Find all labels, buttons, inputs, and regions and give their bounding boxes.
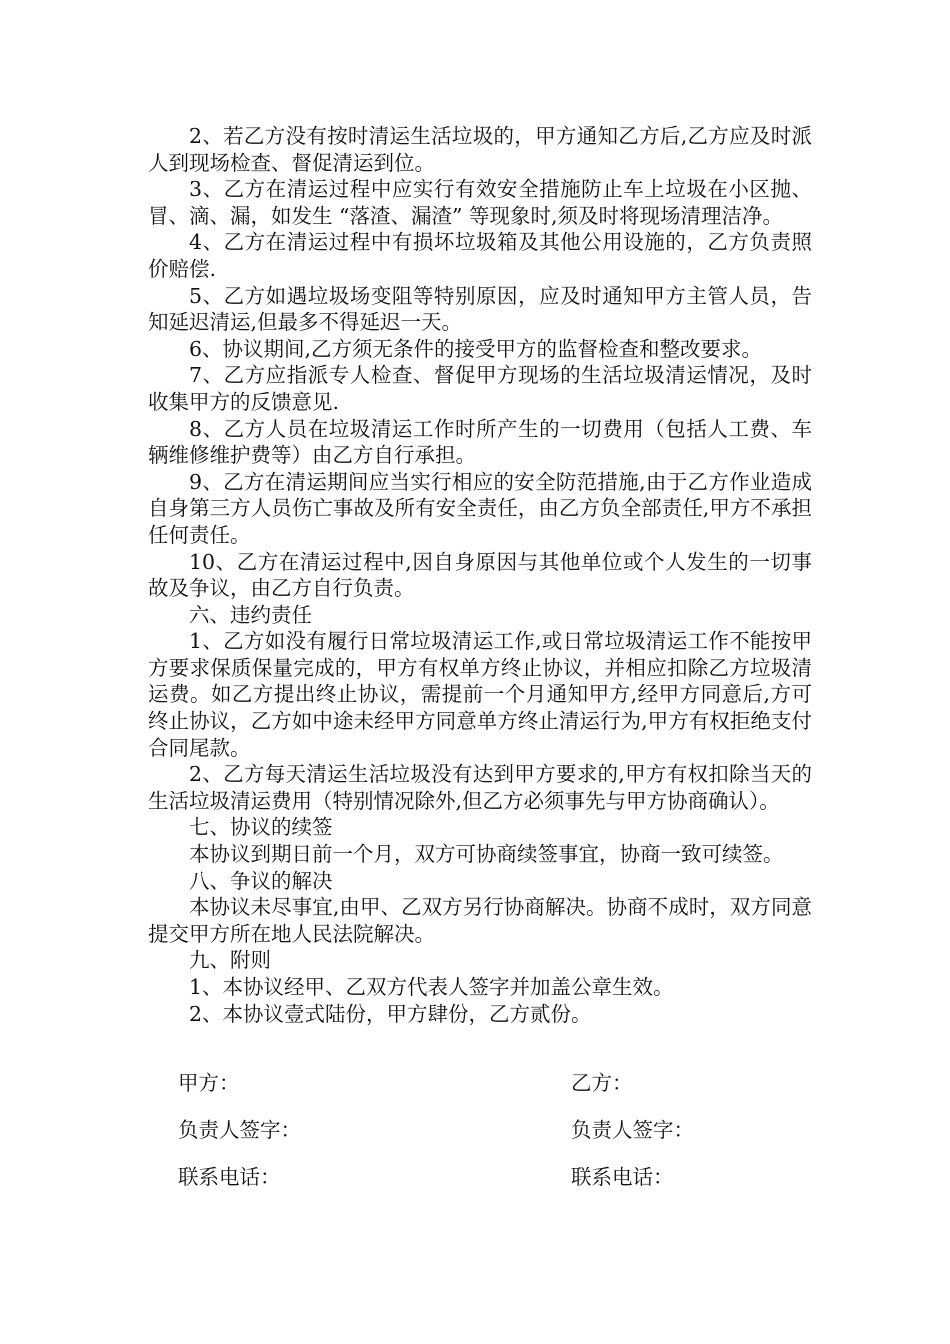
paragraph: 9、乙方在清运期间应当实行相应的安全防范措施,由于乙方作业造成自身第三方人员伤亡事故及所有安全责任，由乙方负全部责任,甲方不承担任何责任。 bbox=[148, 469, 812, 547]
section-heading: 六、违约责任 bbox=[189, 602, 312, 627]
party-b-phone-label: 联系电话： bbox=[571, 1165, 674, 1189]
paragraph: 6、协议期间,乙方须无条件的接受甲方的监督检查和整改要求。 bbox=[189, 336, 763, 361]
party-a-phone-label: 联系电话： bbox=[178, 1165, 281, 1189]
section-heading: 七、协议的续签 bbox=[189, 815, 333, 840]
paragraph: 8、乙方人员在垃圾清运工作时所产生的一切费用（包括人工费、车辆维修维护费等）由乙方自行承担。 bbox=[148, 416, 812, 468]
paragraph: 本协议到期日前一个月，双方可协商续签事宜，协商一致可续签。 bbox=[189, 842, 784, 867]
party-a-signer-label: 负责人签字： bbox=[178, 1118, 301, 1142]
paragraph: 本协议未尽事宜,由甲、乙双方另行协商解决。协商不成时，双方同意提交甲方所在地人民法院解决。 bbox=[148, 895, 812, 946]
paragraph: 1、乙方如没有履行日常垃圾清运工作,或日常垃圾清运工作不能按甲方要求保质保量完成的，甲方有权单方终止协议，并相应扣除乙方垃圾清运费。如乙方提出终止协议，需提前一个月通知甲方,经甲方同意后,方可终止协议，乙方如中途未经甲方同意单方终止清运行为,甲方有权拒绝支付合同尾款。 bbox=[148, 629, 812, 760]
paragraph: 5、乙方如遇垃圾场变阻等特别原因，应及时通知甲方主管人员，告知延迟清运,但最多不得延迟一天。 bbox=[148, 283, 812, 335]
paragraph: 2、若乙方没有按时清运生活垃圾的，甲方通知乙方后,乙方应及时派人到现场检查、督促清运到位。 bbox=[148, 124, 812, 175]
paragraph: 10、乙方在清运过程中,因自身原因与其他单位或个人发生的一切事故及争议，由乙方自行负责。 bbox=[148, 549, 812, 601]
paragraph: 4、乙方在清运过程中有损坏垃圾箱及其他公用设施的，乙方负责照价赔偿. bbox=[148, 230, 812, 281]
paragraph: 7、乙方应指派专人检查、督促甲方现场的生活垃圾清运情况，及时收集甲方的反馈意见. bbox=[148, 363, 812, 414]
party-b-signer-label: 负责人签字： bbox=[571, 1118, 694, 1142]
section-heading: 九、附则 bbox=[189, 948, 271, 973]
signature-block bbox=[178, 1066, 778, 1207]
paragraph: 3、乙方在清运过程中应实行有效安全措施防止车上垃圾在小区抛、冒、滴、漏，如发生 “落渣、漏渣” 等现象时,须及时将现场清理洁净。 bbox=[148, 177, 812, 228]
signer-row bbox=[178, 1113, 778, 1160]
document-body bbox=[148, 123, 812, 1027]
paragraph: 2、本协议壹式陆份，甲方肆份，乙方贰份。 bbox=[189, 1001, 592, 1026]
phone-row bbox=[178, 1160, 778, 1207]
party-b-label: 乙方： bbox=[571, 1071, 633, 1095]
section-heading: 八、争议的解决 bbox=[189, 868, 333, 893]
party-row bbox=[178, 1066, 778, 1113]
paragraph: 2、乙方每天清运生活垃圾没有达到甲方要求的,甲方有权扣除当天的生活垃圾清运费用（特别情况除外,但乙方必须事先与甲方协商确认）。 bbox=[148, 762, 812, 813]
party-a-label: 甲方： bbox=[178, 1071, 240, 1095]
paragraph: 1、本协议经甲、乙双方代表人签字并加盖公章生效。 bbox=[189, 975, 674, 999]
